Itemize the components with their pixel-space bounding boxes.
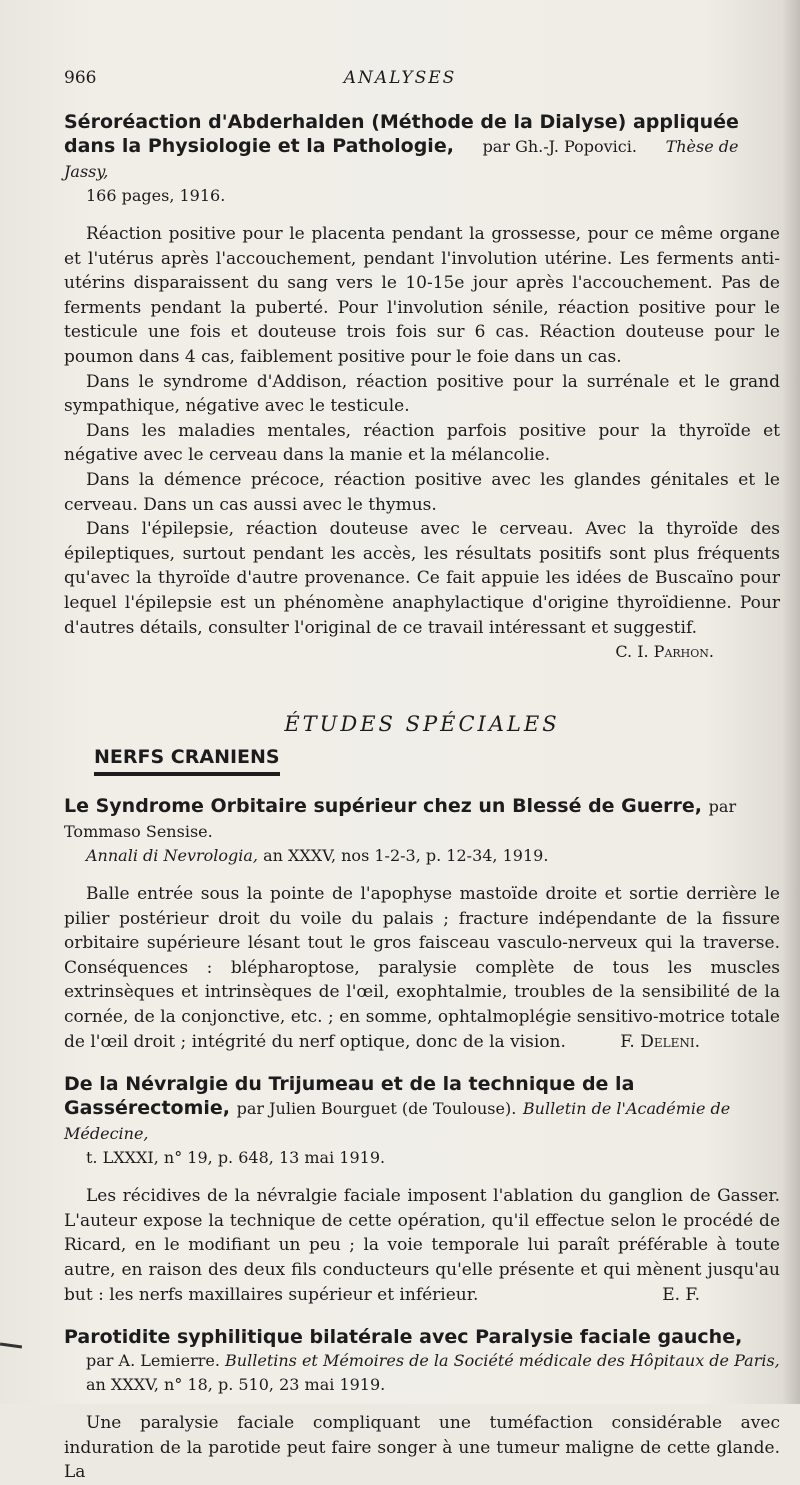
article-byline: par Julien Bourguet (de Toulouse). [236, 1099, 517, 1119]
article-citation [64, 1349, 780, 1397]
article-citation [64, 844, 780, 868]
paragraph: Une paralysie faciale compliquant une tuméfaction considérable avec induration de la parotide peut faire songer à une tumeur maligne de cette glande. La [64, 1413, 780, 1483]
article-title: Parotidite syphilitique bilatérale avec Paralysie faciale gauche, [64, 1326, 743, 1349]
paragraph: Balle entrée sous la pointe de l'apophyse mastoïde droite et sortie derrière le pilier postérieur droit du voile du palais ; fracture indépendante de la fissure orbitaire supérieure lésant tout le gros faisceau vasculo-nerveux qui la traverse. Conséquences : blépharoptose, paralysie complète de tous les muscles extrinsèques et intrinsèques de l'œil, exophtalmie, troubles de la sensibilité de la cornée, de la conjonctive, etc. ; en somme, ophtalmoplégie sensitivo-motrice totale de l'œil droit ; intégrité du nerf optique, donc de la vision. F. Deleni. [64, 882, 780, 1054]
page-header [64, 68, 736, 96]
main-column [64, 110, 780, 1485]
article-source: Bulletins et Mémoires de la Société médicale des Hôpitaux de Paris, [225, 1351, 780, 1371]
page-number: 966 [64, 68, 97, 88]
running-title: ANALYSES [343, 68, 457, 88]
article-nevralgie-trijumeau [64, 1072, 780, 1307]
reviewer-signature: F. Deleni. [620, 1031, 700, 1052]
article-syndrome-orbitaire [64, 794, 780, 1054]
page-edge-shadow [782, 0, 800, 1404]
paragraph: Réaction positive pour le placenta pendant la grossesse, pour ce même organe et l'utérus après l'accouchement, pendant l'involution utérine. Les ferments anti-utérins disparaissent du sang vers le 10-15e jour après l'accouchement. Pas de ferments pendant la puberté. Pour l'involution sénile, réaction positive pour le testicule une fois et douteuse trois fois sur 6 cas. Réaction douteuse pour le poumon dans 4 cas, faiblement positive pour le foie dans un cas. [64, 224, 780, 367]
article-details: an XXXV, nos 1-2-3, p. 12-34, 1919. [263, 846, 549, 866]
article-details: an XXXV, n° 18, p. 510, 23 mai 1919. [86, 1375, 386, 1395]
article-parotidite [64, 1325, 780, 1485]
article-source: Thèse de Jassy, [64, 137, 739, 181]
subsection-title: NERFS CRANIENS [94, 746, 280, 776]
paragraph: Dans la démence précoce, réaction positive avec les glandes génitales et le cerveau. Dans un cas aussi avec le thymus. [64, 469, 780, 515]
article-byline: par Tommaso Sensise. [64, 797, 737, 842]
article-source: Annali di Nevrologia, [86, 846, 258, 866]
article-byline: par Gh.-J. Popovici. [482, 137, 637, 156]
section-title: ÉTUDES SPÉCIALES [284, 712, 560, 737]
article-title: De la Névralgie du Trijumeau et de la technique de la Gassérectomie, par Julien Bourguet (de Toulouse). Bulletin de l'Académie de Médecine, [64, 1073, 731, 1144]
margin-mark [0, 1342, 22, 1348]
article-seroreaction [64, 110, 780, 664]
reviewer-signature: C. I. Parhon. [615, 642, 714, 662]
article-title: Le Syndrome Orbitaire supérieur chez un Blessé de Guerre, par Tommaso Sensise. [64, 795, 737, 842]
paragraph: Dans les maladies mentales, réaction parfois positive pour la thyroïde et négative avec le cerveau dans la manie et la mélancolie. [64, 420, 780, 466]
reviewer-signature: E. F. [662, 1284, 700, 1305]
article-title: Séroréaction d'Abderhalden (Méthode de la Dialyse) appliquée dans la Physiologie et la Pathologie, par Gh.-J. Popovici. Thèse de Jassy, [64, 111, 739, 181]
article-details: 166 pages, 1916. [86, 186, 226, 205]
article-details: t. LXXXI, n° 19, p. 648, 13 mai 1919. [86, 1148, 386, 1168]
paragraph: Les récidives de la névralgie faciale imposent l'ablation du ganglion de Gasser. L'auteur expose la technique de cette opération, qu'il effectue selon le procédé de Ricard, en le modifiant un peu ; la voie temporale lui paraît préférable à toute autre, en raison des deux fils conducteurs qu'elle présente et qui mènent jusqu'au but : les nerfs maxillaires supérieur et inférieur. E. F. [64, 1184, 780, 1307]
paragraph: Dans l'épilepsie, réaction douteuse avec le cerveau. Avec la thyroïde des épileptiques, surtout pendant les accès, les résultats positifs sont plus fréquents qu'avec la thyroïde d'autre provenance. Ce fait appuie les idées de Buscaïno pour lequel l'épilepsie est un phénomène anaphylactique d'origine thyroïdienne. Pour d'autres détails, consulter l'original de ce travail intéressant et suggestif. [64, 519, 780, 638]
article-source: Bulletin de l'Académie de Médecine, [64, 1099, 731, 1144]
article-byline: par A. Lemierre. [86, 1351, 220, 1371]
paragraph: Dans le syndrome d'Addison, réaction positive pour la surrénale et le grand sympathique, négative avec le testicule. [64, 371, 780, 417]
